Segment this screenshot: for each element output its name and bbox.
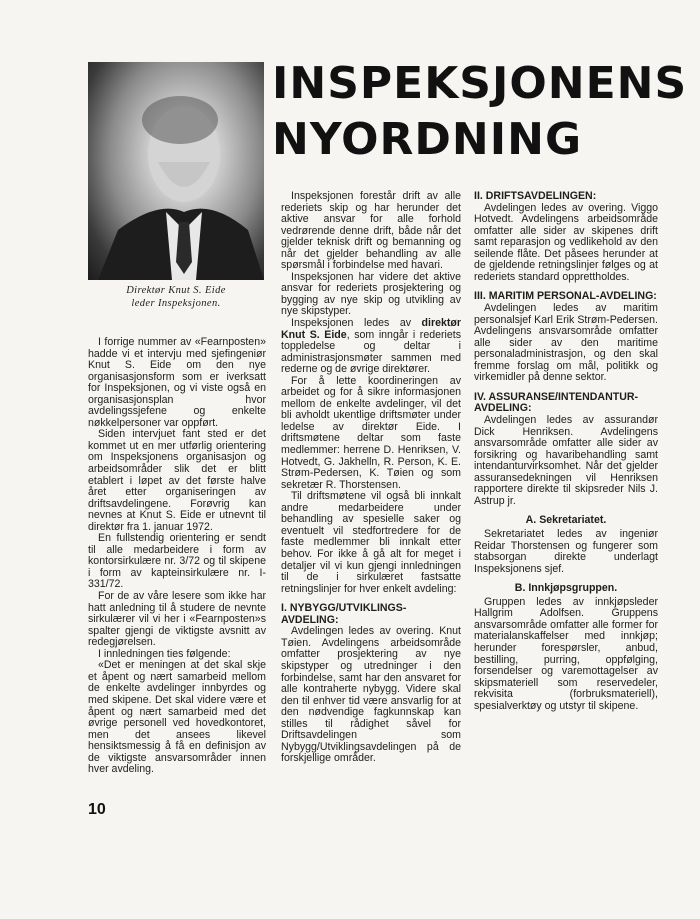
column-2 <box>281 191 461 765</box>
paragraph: Avdelingen ledes av overing. Viggo Hotvedt. Avdelingens arbeidsområde omfatter alle sider av skipenes drift samt reparasjon og vedlikehold av den seilende flåte. Det påsees herunder at de gjeldende retningslinjer følges og at rederiets standard opprettholdes. <box>474 201 658 283</box>
section-heading: I. NYBYGG/UTVIKLINGS-AVDELING: <box>281 602 407 626</box>
paragraph: En fullstendig orientering er sendt til alle medarbeidere i form av kontorsirkulære nr. 3/72 og til skipene i form av kapteinsirkulære nr. I-331/72. <box>88 532 266 591</box>
paragraph: Inspeksjonen har videre det aktive ansvar for rederiets prosjektering og bygging av nye skip og utvikling av nye skipstyper. <box>281 270 461 318</box>
paragraph: I forrige nummer av «Fearnposten» hadde vi et intervju med sjefingeniør Knut S. Eide om den nye organisasjonsform som er iverksatt for Inspeksjonen, og vi viste også en organisasjonsplan hvor avdelingssjefene og enkelte nøkkelpersoner var oppført. <box>88 336 266 429</box>
section-heading: III. MARITIM PERSONAL-AVDELING: <box>474 290 657 303</box>
paragraph: «Det er meningen at det skal skje et åpent og nært samarbeid mellom de enkelte avdelinger innbyrdes og med skipene. Det skal videre være et åpent og nært samarbeid med det øvrige personell ved hovedkontoret, men det ansees likevel hensiktsmessig å få en definisjon av de viktigste ansvarsområder innen hver avdeling. <box>88 659 266 776</box>
paragraph: For de av våre lesere som ikke har hatt anledning til å studere de nevnte sirkulærer vil vi her i «Fearnposten»s spalter gjengi de viktigste avsnitt av redegjørelsen. <box>88 590 266 649</box>
column-3 <box>474 191 658 712</box>
paragraph: Sekretariatet ledes av ingeniør Reidar Thorstensen og fungerer som stabsorgan direkte underlagt Inspeksjonens sjef. <box>474 528 658 575</box>
subsection-heading: A. Sekretariatet. <box>525 514 607 527</box>
caption-line: Direktør Knut S. Eide <box>126 285 226 296</box>
section-heading: II. DRIFTSAVDELINGEN: <box>474 190 597 202</box>
headline <box>272 56 692 168</box>
headline-line-1: INSPEKSJONENS <box>272 58 688 109</box>
paragraph: Inspeksjonen forestår drift av alle rederiets skip og har herunder det aktive ansvar for alle forhold vedrørende denne drift, både når det gjelder teknisk drift og bemanning og når det gjelder behandling av alle spørsmål i forbindelse med havari. <box>281 190 461 272</box>
paragraph: Avdelingen ledes av maritim personalsjef Karl Erik Strøm-Pedersen. Avdelingens ansvarsområde omfatter alle sider av den maritime personaladministrasjon, og den skal fremme forslag om mål, politikk og virkemidler på denne sektor. <box>474 302 658 384</box>
paragraph: Avdelingen ledes av overing. Knut Tøien. Avdelingens arbeidsområde omfatter prosjektering av nye skipstyper og utredninger i den forbindelse, samt har den ansvaret for alle kontraherte nybygg. Videre skal den til enhver tid være ansvarlig for at den nødvendige fagkunnskap kan stilles til rådighet såvel for Driftsavdelingen som Nybygg/Utviklingsavdelingen på de forskjellige områder. <box>281 625 461 765</box>
paragraph <box>281 318 461 376</box>
photo-caption <box>88 284 264 310</box>
paragraph: For å lette koordineringen av arbeidet og for å sikre informasjonen mellom de enkelte avdelinger, vil det bli avholdt ukentlige driftsmøter under ledelse av direktør Eide. I driftsmøtene deltar som faste medlemmer: herrene D. Henriksen, V. Hotvedt, G. Jakhelln, R. Person, K. E. Strøm-Pedersen, K. Tøien og som sekretær R. Thorstensen. <box>281 374 461 491</box>
paragraph: Gruppen ledes av innkjøpsleder Hallgrim Adolfsen. Gruppens ansvarsområde omfatter alle former for materialanskaffelser med innkjøp; herunder forespørsler, anbud, bestilling, purring, oppfølging, forsendelser og varemottagelser av skipsmateriell som reservedeler, rekvisita (forbruksmateriell), spesialverktøy og utstyr til skipene. <box>474 595 658 712</box>
headline-line-2: NYORDNING <box>272 114 583 165</box>
portrait-photo <box>88 62 264 280</box>
caption-line: leder Inspeksjonen. <box>131 298 221 309</box>
paragraph: Siden intervjuet fant sted er det kommet ut en mer utførlig orientering om Inspeksjonens organisasjon og arbeidsområder slik det er blitt etablert i løpet av det første halve året etter organiseringen av driftsavdelingene. Forøvrig kan nevnes at Knut S. Eide er utnevnt til direktør fra 1. januar 1972. <box>88 428 266 533</box>
text-span: Inspeksjonen ledes av <box>291 317 422 330</box>
column-1 <box>88 337 266 776</box>
portrait-icon <box>88 62 264 280</box>
paragraph: Til driftsmøtene vil også bli innkalt andre medarbeidere under behandling av spesielle saker og eventuelt vil stedfortredere for de faste medlemmer bli innkalt etter behov. For ikke å gå alt for meget i detaljer vil vi kun gjengi innledningen til de i sirkulæret fastsatte retningslinjer for hver enkelt avdeling: <box>281 490 461 595</box>
paragraph: I innledningen ties følgende: <box>98 647 231 660</box>
page-number: 10 <box>88 801 106 818</box>
text-span: , som inngår i rederiets toppledelse og deltar i administrasjonsmøter sammen med rederne og de øvrige direktører. <box>281 328 462 376</box>
paragraph: Avdelingen ledes av assurandør Dick Henriksen. Avdelingens ansvarsområde omfatter alle sider av forsikring og havaribehandling samt intendanturvirksomhet. Når det gjelder assuransedekningen vil Henriksen rapportere direkte til skipsreder Nils J. Astrup jr. <box>474 414 658 507</box>
section-heading: IV. ASSURANSE/INTENDANTUR-AVDELING: <box>474 390 639 415</box>
bold-name: direktør Knut S. Eide <box>281 317 461 341</box>
subsection-heading: B. Innkjøpsgruppen. <box>514 582 618 595</box>
